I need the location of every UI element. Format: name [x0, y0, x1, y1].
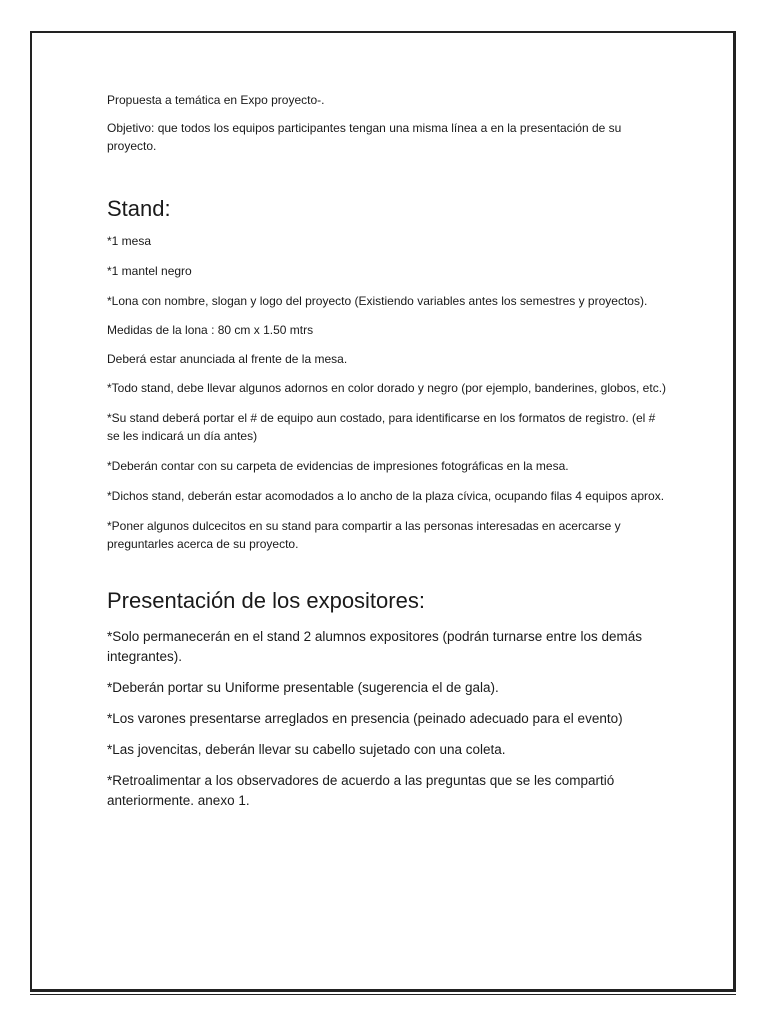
stand-item: *1 mantel negro [107, 264, 192, 278]
stand-heading: Stand: [107, 196, 171, 221]
stand-item: *Lona con nombre, slogan y logo del proyecto (Existiendo variables antes los semestres y proyectos). [107, 294, 648, 308]
presentation-heading: Presentación de los expositores: [107, 588, 425, 613]
stand-item: Medidas de la lona : 80 cm x 1.50 mtrs [107, 323, 314, 337]
presentation-item: *Los varones presentarse arreglados en presencia (peinado adecuado para el evento) [107, 711, 623, 726]
document-body [107, 91, 667, 811]
stand-item: *Deberán contar con su carpeta de evidencias de impresiones fotográficas en la mesa. [107, 459, 569, 473]
stand-item: *Todo stand, debe llevar algunos adornos en color dorado y negro (por ejemplo, banderines, globos, etc.) [107, 381, 667, 395]
stand-item: *1 mesa [107, 234, 152, 248]
stand-item: *Dichos stand, deberán estar acomodados a lo ancho de la plaza cívica, ocupando filas 4 equipos aprox. [107, 489, 665, 503]
objective-text: Objetivo: que todos los equipos participantes tengan una misma línea a en la presentación de su proyecto. [107, 121, 622, 153]
document-title-line: Propuesta a temática en Expo proyecto-. [107, 93, 325, 107]
presentation-item: *Deberán portar su Uniforme presentable (sugerencia el de gala). [107, 680, 499, 695]
stand-item: *Poner algunos dulcecitos en su stand para compartir a las personas interesadas en acercarse y preguntarles acerca de su proyecto. [107, 519, 621, 551]
presentation-item: *Las jovencitas, deberán llevar su cabello sujetado con una coleta. [107, 742, 506, 757]
presentation-item: *Retroalimentar a los observadores de acuerdo a las preguntas que se les compartió anteriormente. anexo 1. [107, 773, 615, 808]
stand-item: Deberá estar anunciada al frente de la mesa. [107, 352, 348, 366]
presentation-item: *Solo permanecerán en el stand 2 alumnos expositores (podrán turnarse entre los demás integrantes). [107, 629, 643, 664]
stand-item: *Su stand deberá portar el # de equipo aun costado, para identificarse en los formatos de registro. (el # se les indicará un día antes) [107, 411, 656, 443]
